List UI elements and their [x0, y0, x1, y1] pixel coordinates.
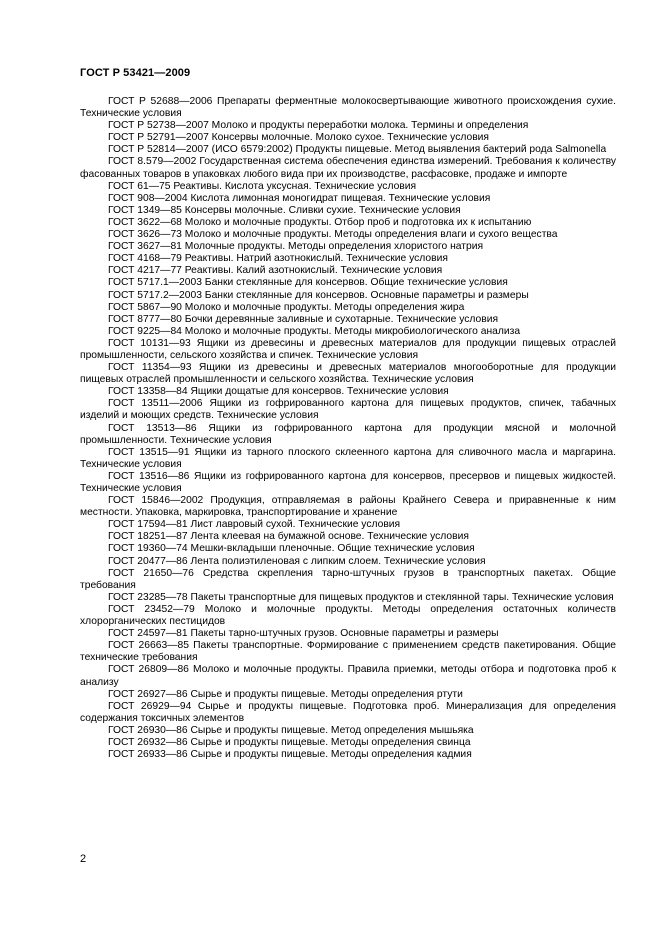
reference-item: ГОСТ 4217—77 Реактивы. Калий азотнокислый. Технические условия — [108, 265, 443, 277]
reference-item: ГОСТ 13515—91 Ящики из тарного плоского склеенного картона для сливочного масла и маргарина. Технические условия — [80, 446, 616, 470]
reference-item: ГОСТ 13513—86 Ящики из гофрированного картона для продукции мясной и молочной промышленности. Технические условия — [80, 422, 616, 446]
reference-item: ГОСТ 15846—2002 Продукция, отправляемая в районы Крайнего Севера и приравненные к ним местности. Упаковка, маркировка, транспортирование и хранение — [80, 495, 616, 519]
reference-item: ГОСТ 26930—86 Сырье и продукты пищевые. Метод определения мышьяка — [108, 724, 474, 736]
reference-item: ГОСТ 26929—94 Сырье и продукты пищевые. Подготовка проб. Минерализация для определения содержания токсичных элементов — [80, 700, 616, 724]
reference-item: ГОСТ 13511—2006 Ящики из гофрированного картона для пищевых продуктов, спичек, табачных изделий и моющих средств. Технические условия — [80, 398, 616, 422]
reference-list — [80, 96, 616, 761]
reference-item: ГОСТ 13358—84 Ящики дощатые для консервов. Технические условия — [108, 386, 449, 398]
reference-item: ГОСТ 8777—80 Бочки деревянные заливные и сухотарные. Технические условия — [108, 313, 499, 325]
reference-item: ГОСТ 3627—81 Молочные продукты. Методы определения хлористого натрия — [108, 241, 484, 253]
page-number: 2 — [80, 853, 87, 865]
reference-item: ГОСТ 3622—68 Молоко и молочные продукты. Отбор проб и подготовка их к испытанию — [108, 216, 532, 228]
reference-item: ГОСТ 26927—86 Сырье и продукты пищевые. Методы определения ртути — [108, 688, 463, 700]
reference-item: ГОСТ 26663—85 Пакеты транспортные. Формирование с применением средств пакетирования. Общие технические требования — [80, 640, 616, 664]
reference-item: ГОСТ 5717.1—2003 Банки стеклянные для консервов. Общие технические условия — [108, 277, 508, 289]
reference-item: ГОСТ 10131—93 Ящики из древесины и древесных материалов для продукции пищевых отраслей промышленности, сельского хозяйства и спичек. Технические условия — [80, 337, 616, 361]
reference-item: ГОСТ 19360—74 Мешки-вкладыши пленочные. Общие технические условия — [108, 543, 475, 555]
reference-item: ГОСТ 8.579—2002 Государственная система обеспечения единства измерений. Требования к количеству фасованных товаров в упаковках любого вида при их производстве, расфасовке, продаже и импорте — [80, 156, 616, 180]
reference-item: ГОСТ 61—75 Реактивы. Кислота уксусная. Технические условия — [108, 180, 417, 192]
reference-item: ГОСТ Р 52738—2007 Молоко и продукты переработки молока. Термины и определения — [108, 120, 529, 132]
reference-item: ГОСТ 23452—79 Молоко и молочные продукты. Методы определения остаточных количеств хлорорганических пестицидов — [80, 603, 616, 628]
reference-item: ГОСТ 4168—79 Реактивы. Натрий азотнокислый. Технические условия — [108, 253, 448, 265]
reference-item: ГОСТ 17594—81 Лист лавровый сухой. Технические условия — [108, 519, 401, 531]
document-header: ГОСТ Р 53421—2009 — [80, 67, 191, 79]
reference-item: ГОСТ 26932—86 Сырье и продукты пищевые. Методы определения свинца — [108, 736, 471, 748]
reference-item: ГОСТ 26809—86 Молоко и молочные продукты. Правила приемки, методы отбора и подготовка проб к анализу — [80, 664, 616, 688]
reference-item: ГОСТ 1349—85 Консервы молочные. Сливки сухие. Технические условия — [108, 204, 461, 216]
reference-item: ГОСТ 5867—90 Молоко и молочные продукты. Методы определения жира — [108, 301, 465, 313]
reference-item: ГОСТ 908—2004 Кислота лимонная моногидрат пищевая. Технические условия — [108, 192, 491, 204]
reference-item: ГОСТ 13516—86 Ящики из гофрированного картона для консервов, пресервов и пищевых жидкостей. Технические условия — [80, 470, 616, 494]
reference-item: ГОСТ 23285—78 Пакеты транспортные для пищевых продуктов и стеклянной тары. Технические условия — [108, 591, 614, 603]
reference-item: ГОСТ 3626—73 Молоко и молочные продукты. Методы определения влаги и сухого вещества — [108, 229, 558, 241]
reference-item: ГОСТ 5717.2—2003 Банки стеклянные для консервов. Основные параметры и размеры — [108, 289, 529, 301]
reference-item: ГОСТ Р 52814—2007 (ИСО 6579:2002) Продукты пищевые. Метод выявления бактерий рода Salmonella — [108, 144, 607, 156]
reference-item: ГОСТ 18251—87 Лента клеевая на бумажной основе. Технические условия — [108, 531, 469, 543]
reference-item: ГОСТ 24597—81 Пакеты тарно-штучных грузов. Основные параметры и размеры — [108, 628, 499, 640]
reference-item: ГОСТ 11354—93 Ящики из древесины и древесных материалов многооборотные для продукции пищевых отраслей промышленности и сельского хозяйства. Технические условия — [80, 362, 616, 386]
reference-item: ГОСТ 26933—86 Сырье и продукты пищевые. Методы определения кадмия — [108, 749, 472, 761]
reference-item: ГОСТ Р 52688—2006 Препараты ферментные молокосвертывающие животного происхождения сухие. Технические условия — [80, 96, 616, 120]
reference-item: ГОСТ 21650—76 Средства скрепления тарно-штучных грузов в транспортных пакетах. Общие требования — [80, 567, 616, 591]
reference-item: ГОСТ 20477—86 Лента полиэтиленовая с липким слоем. Технические условия — [108, 555, 486, 567]
reference-item: ГОСТ Р 52791—2007 Консервы молочные. Молоко сухое. Технические условия — [108, 132, 489, 144]
reference-item: ГОСТ 9225—84 Молоко и молочные продукты. Методы микробиологического анализа — [108, 325, 521, 337]
